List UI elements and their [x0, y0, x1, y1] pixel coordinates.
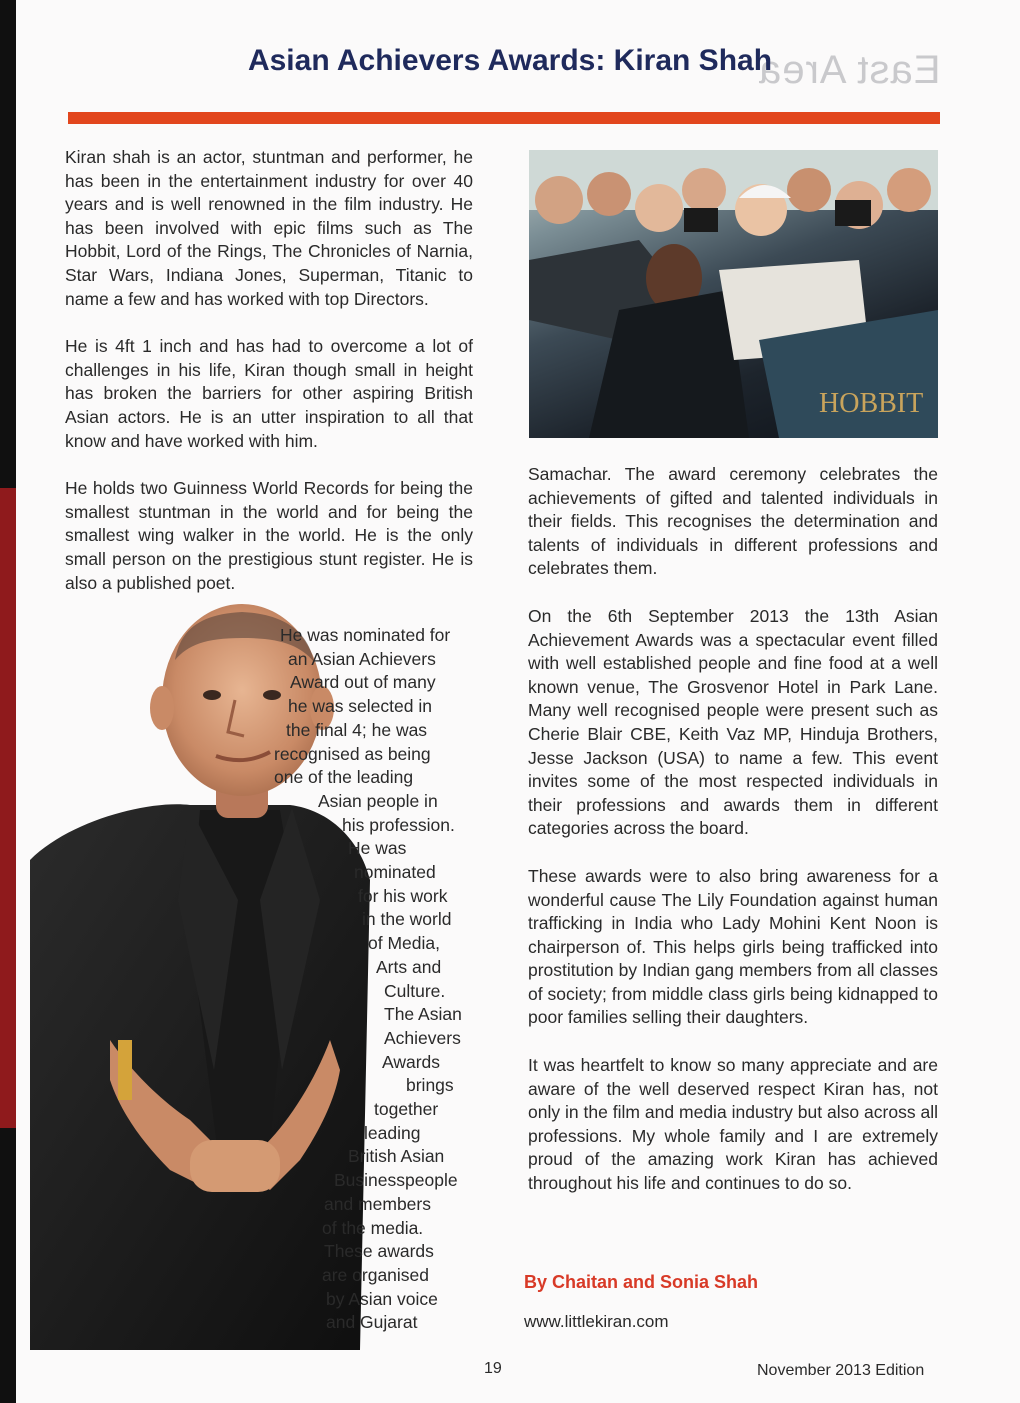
- paragraph: He is 4ft 1 inch and has had to overcome a lot of challenges in his life, Kiran though small in height has broken the barriers for other aspiring British Asian actors. He is an utter inspiration to all that know and have worked with him.: [65, 336, 473, 451]
- wrapped-line: Arts and: [376, 956, 442, 977]
- website-link[interactable]: www.littlekiran.com: [524, 1312, 669, 1331]
- left-column: [65, 146, 473, 619]
- wrapped-line: together: [374, 1099, 439, 1119]
- wrapped-line: of Media,: [368, 933, 440, 954]
- wrapped-line: recognised as being: [274, 743, 431, 764]
- right-column: [528, 463, 938, 1220]
- wrapped-line: He was nominated for: [280, 625, 451, 645]
- edition-label: November 2013 Edition: [757, 1362, 925, 1379]
- wrapped-line: and members: [324, 1193, 431, 1214]
- wrapped-line: one of the leading: [274, 767, 414, 788]
- wrapped-line: Award out of many: [290, 672, 436, 693]
- wrapped-line: the final 4; he was: [286, 719, 428, 740]
- paragraph: Kiran shah is an actor, stuntman and performer, he has been in the entertainment industry for over 40 years and is well renowned in the film industry. He has been involved with epic films such as The Hobbit, Lord of the Rings, The Chronicles of Narnia, Star Wars, Indiana Jones, Superman, Titanic to name a few and has worked with top Directors.: [65, 147, 473, 309]
- wrapped-line: and Gujarat: [326, 1312, 418, 1333]
- wrapped-line: British Asian: [348, 1146, 445, 1167]
- page-number: 19: [484, 1360, 502, 1377]
- wrapped-line: brings: [406, 1075, 454, 1096]
- author-byline: By Chaitan and Sonia Shah: [524, 1272, 759, 1292]
- paragraph: He holds two Guinness World Records for being the smallest stuntman in the world and for being the smallest wing walker in the world. He is the only small person on the prestigious stunt register. He is also a published poet.: [65, 478, 473, 593]
- wrapped-line: for his work: [358, 885, 448, 906]
- wrapped-line: of the media.: [322, 1217, 424, 1238]
- wrapped-line: The Asian: [384, 1004, 462, 1025]
- wrapped-line: Awards: [382, 1051, 441, 1072]
- paragraph: These awards were to also bring awareness for a wonderful cause The Lily Foundation against human trafficking in India who Lady Mohini Kent Noon is chairperson of. This helps girls being trafficked into prostitution by Indian gang members from all classes of society; from middle class girls being kidnapped to poor families selling their daughters.: [528, 865, 938, 1028]
- wrapped-line: leading: [364, 1122, 421, 1143]
- wrapped-line: Asian people in: [318, 790, 438, 811]
- wrapped-line: are organised: [322, 1264, 430, 1285]
- paragraph: Samachar. The award ceremony celebrates the achievements of gifted and talented individuals in their fields. This recognises the determination and talents of individuals in different professions and celebrates them.: [528, 464, 938, 579]
- wrapped-line: Businesspeople: [334, 1170, 458, 1191]
- title-rule: [68, 112, 940, 124]
- paragraph: On the 6th September 2013 the 13th Asian Achievement Awards was a spectacular event filled with well established people and fine food at a well known venue, The Grosvenor Hotel in Park Lane. Many well recognised people were present such as Cherie Blair CBE, Keith Vaz MP, Hinduja Brothers, Jesse Jackson (USA) to name a few. This event invites some of the most respected individuals in their professions and awards them in different categories across the board.: [528, 605, 938, 839]
- wrapped-line: These awards: [324, 1241, 434, 1262]
- binding-spine-accent: [0, 488, 16, 1128]
- wrapped-line: nominated: [354, 862, 436, 882]
- wrapped-line: He was: [348, 838, 407, 859]
- wrapped-line: by Asian voice: [326, 1288, 438, 1309]
- article-title: Asian Achievers Awards: Kiran Shah: [247, 44, 773, 77]
- wrapped-line: an Asian Achievers: [288, 648, 436, 669]
- wrapped-line: in the world: [362, 909, 452, 930]
- bleed-through-text: East Area: [757, 48, 940, 92]
- poster-title: HOBBIT: [819, 388, 924, 419]
- event-photo: [529, 150, 938, 438]
- wrapped-line: Culture.: [384, 980, 446, 1001]
- wrapped-line: Achievers: [384, 1027, 461, 1048]
- paragraph: It was heartfelt to know so many appreciate and are aware of the well deserved respect Kiran has, not only in the film and media industry but also across all professions. My whole family and I are extremely proud of the amazing work Kiran has achieved throughout his life and continues to do so.: [528, 1055, 938, 1194]
- wrapped-line: his profession.: [342, 814, 455, 835]
- wrapped-line: he was selected in: [288, 696, 432, 717]
